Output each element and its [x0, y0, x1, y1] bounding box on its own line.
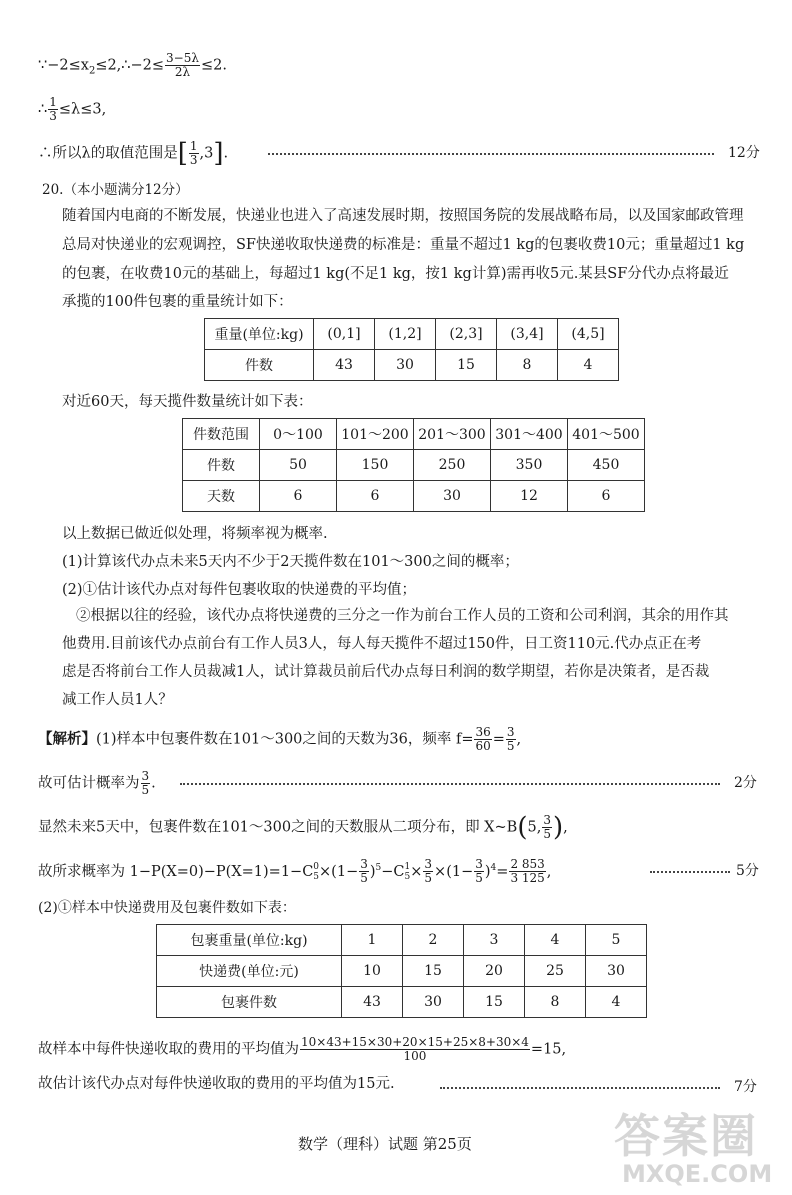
math-text: 故样本中每件快递收取的费用的平均值为: [38, 1041, 299, 1058]
table-cell: 4: [558, 350, 619, 381]
table-cell: 30: [414, 481, 491, 512]
score-label: 2分: [734, 775, 757, 791]
table-cell: 15: [403, 956, 464, 987]
math-text: 显然未来5天中，包裹件数在101～300之间的天数服从二项分布，即 X~B: [38, 819, 518, 836]
table-cell: 6: [337, 481, 414, 512]
paragraph: (1)计算该代办点未来5天内不少于2天揽件数在101～300之间的概率；: [62, 554, 519, 570]
watermark-url: MXQE.COM: [622, 1160, 773, 1188]
table-row: [157, 956, 647, 987]
table-cell: 30: [586, 956, 647, 987]
top-line-2: [38, 96, 106, 123]
superscript: 1: [404, 861, 411, 872]
table-cell: 25: [525, 956, 586, 987]
math-text: =: [496, 863, 509, 880]
table-cell: 20: [464, 956, 525, 987]
table-cell: (3,4]: [497, 319, 558, 350]
score-label: 5分: [736, 863, 759, 879]
denominator: 5: [543, 827, 551, 841]
fraction: [509, 858, 545, 885]
dot-leader: [268, 153, 714, 155]
table-cell: 包裹件数: [157, 987, 342, 1018]
top-line-3: ∴所以λ的取值范围是[ $\frac{1}{3}$ ,3].: [38, 138, 229, 169]
table-row: [157, 987, 647, 1018]
table-cell: 重量(单位:kg): [205, 319, 314, 350]
superscript: 0: [313, 861, 320, 872]
table-cell: 快递费(单位:元): [157, 956, 342, 987]
math-text: ): [484, 863, 491, 880]
fraction: [189, 140, 199, 167]
solution-label: 【解析】: [38, 730, 96, 748]
table-cell: 0～100: [260, 419, 337, 450]
paragraph: 承揽的100件包裹的重量统计如下：: [62, 294, 293, 310]
table-cell: 件数: [183, 450, 260, 481]
table-cell: 包裹重量(单位:kg): [157, 925, 342, 956]
math-text: ,: [546, 863, 552, 880]
table-cell: 件数范围: [183, 419, 260, 450]
numerator: 3: [360, 857, 368, 872]
table-cell: 43: [314, 350, 375, 381]
table-row: [157, 925, 647, 956]
bracket: [: [177, 138, 188, 169]
exponent: 5: [375, 863, 382, 873]
math-text: .: [151, 775, 156, 792]
numerator: 10×43+15×30+20×15+25×8+30×4: [301, 1035, 529, 1049]
solution-line-4: [38, 858, 551, 885]
table-cell: 天数: [183, 481, 260, 512]
paragraph: 减工作人员1人？: [62, 692, 173, 708]
table-cell: (0,1]: [314, 319, 375, 350]
denominator: 100: [403, 1049, 427, 1063]
table-cell: 2: [403, 925, 464, 956]
numerator: 1: [189, 139, 198, 153]
math-text: ): [369, 863, 376, 880]
table-cell: 6: [260, 481, 337, 512]
math-text: 故可估计概率为: [38, 775, 140, 792]
page-footer: 数学（理科）试题 第25页: [298, 1135, 472, 1153]
table-cell: 350: [491, 450, 568, 481]
math-text: ,: [516, 731, 522, 748]
math-text: =: [492, 731, 505, 748]
denominator: 5: [506, 739, 515, 753]
math-text: =15,: [530, 1041, 567, 1058]
fraction: [474, 726, 491, 753]
fee-table: [156, 924, 647, 1018]
math-text: ,: [563, 819, 568, 836]
solution-line-3: [38, 814, 568, 841]
table-cell: 5: [586, 925, 647, 956]
table-cell: (1,2]: [375, 319, 436, 350]
table-cell: 15: [464, 987, 525, 1018]
fraction: [474, 858, 484, 885]
math-text: ≤2,∴−2≤: [95, 57, 165, 74]
dot-leader: [650, 871, 730, 873]
table-cell: 30: [375, 350, 436, 381]
subscript: 5: [313, 871, 320, 882]
numerator: 3: [475, 857, 483, 872]
numerator: 2 853: [510, 857, 545, 872]
subscript: 2: [88, 65, 96, 77]
table-cell: (4,5]: [558, 319, 619, 350]
table-cell: 10: [342, 956, 403, 987]
fraction: [423, 858, 433, 885]
paragraph: 的包裹，在收费10元的基础上，每超过1 kg(不足1 kg，按1 kg计算)需再收5元.某县SF分代办点将最近: [62, 266, 729, 282]
math-text: ∵−2≤x: [38, 57, 89, 74]
watermark-logo: 答案圈: [614, 1109, 758, 1163]
bracket: (: [517, 812, 528, 843]
math-text: ×: [410, 863, 423, 880]
denominator: 5: [475, 871, 483, 886]
table-cell: 43: [342, 987, 403, 1018]
table-row: [205, 350, 619, 381]
paragraph: (2)①样本中快递费用及包裹件数如下表：: [38, 900, 296, 916]
table-cell: 8: [525, 987, 586, 1018]
table-cell: 301～400: [491, 419, 568, 450]
math-text: ≤2.: [200, 57, 227, 74]
table-cell: 101～200: [337, 419, 414, 450]
fraction: [300, 1036, 530, 1063]
numerator: 3: [141, 769, 150, 783]
math-text: (1)样本中包裹件数在101～300之间的天数为36，频率 f=: [96, 731, 474, 748]
math-text: ×(1−: [434, 863, 474, 880]
denominator: 3: [189, 153, 198, 167]
math-text: ,3: [199, 145, 214, 162]
numerator: 3: [424, 857, 433, 872]
fraction: [542, 814, 552, 841]
denominator: 5: [141, 783, 150, 797]
paragraph: 他费用.目前该代办点前台有工作人员3人，每人每天揽件不超过150件，日工资110元.代办点正在考: [62, 636, 702, 652]
table-cell: 4: [525, 925, 586, 956]
fraction: [165, 52, 200, 79]
fraction: [506, 726, 516, 753]
math-text: 故所求概率为 1−P(X=0)−P(X=1)=1−C: [38, 863, 314, 880]
denominator: 3 125: [510, 871, 545, 886]
bracket: ]: [213, 138, 224, 169]
table-cell: 件数: [205, 350, 314, 381]
dot-leader: [180, 783, 720, 785]
numerator: 36: [475, 725, 491, 739]
fraction: [359, 858, 369, 885]
paragraph: ②根据以往的经验，该代办点将快递费的三分之一作为前台工作人员的工资和公司利润，其余的用作其: [76, 608, 729, 624]
math-text: ≤λ≤3,: [58, 101, 107, 118]
numerator: 3: [543, 813, 551, 827]
bracket: ): [552, 812, 564, 843]
daily-table: [182, 418, 645, 512]
table-row: [205, 319, 619, 350]
table-cell: 50: [260, 450, 337, 481]
math-text: ∴: [38, 101, 48, 118]
math-text: ∴所以λ的取值范围是: [38, 145, 178, 162]
denominator: 2λ: [174, 65, 191, 79]
math-text: −C: [381, 863, 405, 880]
table-cell: 3: [464, 925, 525, 956]
denominator: 5: [360, 871, 368, 886]
table-cell: 6: [568, 481, 645, 512]
table-row: [183, 450, 645, 481]
solution-line-2: [38, 770, 156, 797]
math-text: 5,: [527, 819, 542, 836]
table-cell: 30: [403, 987, 464, 1018]
table-cell: 401～500: [568, 419, 645, 450]
paragraph: 故估计该代办点对每件快递收取的费用的平均值为15元.: [38, 1076, 395, 1092]
exponent: 4: [490, 863, 497, 873]
table-cell: 450: [568, 450, 645, 481]
numerator: 3: [506, 725, 515, 739]
score-label: 7分: [734, 1079, 757, 1095]
score-label: 12分: [728, 145, 760, 161]
table-cell: 4: [586, 987, 647, 1018]
paragraph: 对近60天，每天揽件数量统计如下表：: [62, 394, 313, 410]
table-cell: 12: [491, 481, 568, 512]
dot-leader: [440, 1087, 720, 1089]
numerator: 1: [49, 95, 57, 109]
table-cell: 150: [337, 450, 414, 481]
table-row: [183, 481, 645, 512]
math-text: ×(1−: [319, 863, 359, 880]
numerator: 3−5λ: [166, 51, 199, 65]
table-cell: 201～300: [414, 419, 491, 450]
fraction: [48, 96, 58, 123]
table-cell: 1: [342, 925, 403, 956]
paragraph: 总局对快递业的宏观调控，SF快递收取快递费的标准是：重量不超过1 kg的包裹收费10元；重量超过1 kg: [62, 237, 745, 253]
paragraph: (2)①估计该代办点对每件包裹收取的快递费的平均值；: [62, 582, 417, 598]
denominator: 3: [49, 109, 57, 123]
table-row: [183, 419, 645, 450]
denominator: 60: [475, 739, 491, 753]
solution-line-1: [38, 726, 521, 753]
paragraph: 以上数据已做近似处理，将频率视为概率.: [62, 526, 328, 542]
weight-table: [204, 318, 619, 381]
subscript: 5: [404, 871, 411, 882]
question-title: 20.（本小题满分12分）: [42, 182, 189, 198]
table-cell: 8: [497, 350, 558, 381]
table-cell: 250: [414, 450, 491, 481]
denominator: 5: [424, 871, 433, 886]
paragraph: 随着国内电商的不断发展，快递业也进入了高速发展时期，按照国务院的发展战略布局，以及国家邮政管理: [62, 208, 744, 224]
table-cell: 15: [436, 350, 497, 381]
solution-line-6: [38, 1036, 566, 1063]
paragraph: 虑是否将前台工作人员裁减1人，试计算裁员前后代办点每日利润的数学期望，若你是决策者，是否裁: [62, 664, 710, 680]
table-cell: (2,3]: [436, 319, 497, 350]
top-line-1: [38, 52, 227, 81]
fraction: [141, 770, 151, 797]
